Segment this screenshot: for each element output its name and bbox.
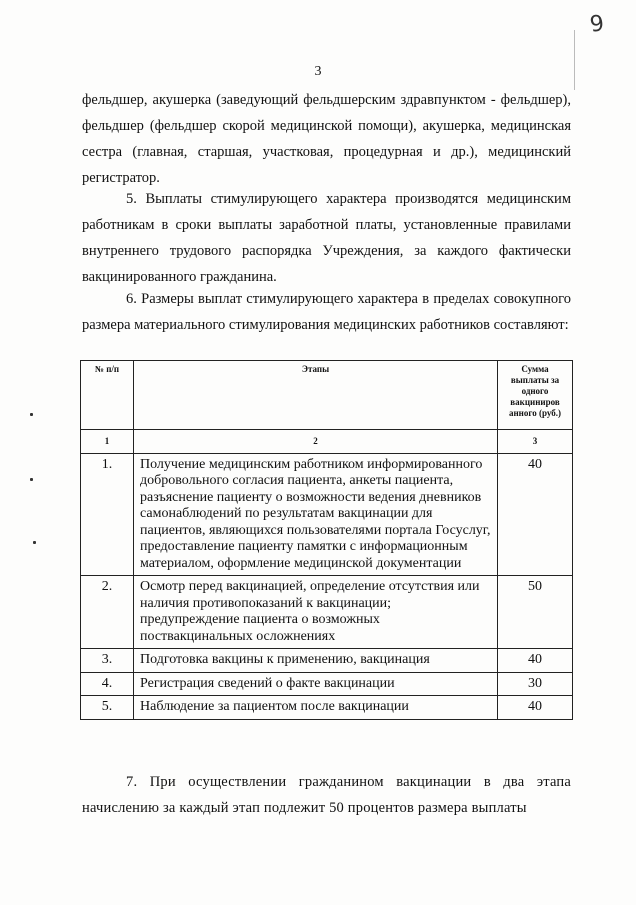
table-row (81, 576, 573, 649)
row-number: 1. (81, 453, 134, 576)
row-number: 3. (81, 649, 134, 673)
row-stage: Наблюдение за пациентом после вакцинации (134, 696, 498, 720)
scan-edge-line (574, 30, 575, 90)
header-stages: Этапы (134, 361, 498, 430)
column-number: 3 (498, 430, 573, 454)
table-row (81, 649, 573, 673)
page-number: 3 (314, 64, 322, 79)
table-header-row (81, 361, 573, 430)
scan-mark (30, 478, 33, 481)
column-number: 1 (81, 430, 134, 454)
row-stage: Осмотр перед вакцинацией, определение отсутствия или наличия противопоказаний к вакцинации; предупреждение пациента о возможных поствакцинальных осложнениях (134, 576, 498, 649)
handwritten-page-number: 9 (588, 11, 606, 38)
row-sum: 40 (498, 649, 573, 673)
row-sum: 30 (498, 672, 573, 696)
scan-mark (33, 541, 36, 544)
row-sum: 40 (498, 696, 573, 720)
scan-mark (30, 413, 33, 416)
paragraph-7: 7. При осуществлении гражданином вакцинации в два этапа начислению за каждый этап подлежит 50 процентов размера выплаты (82, 774, 571, 816)
column-number: 2 (134, 430, 498, 454)
paragraph-6: 6. Размеры выплат стимулирующего характера в пределах совокупного размера материального стимулирования медицинских работников составляют: (82, 291, 571, 333)
column-numbers-row (81, 430, 573, 454)
row-stage: Подготовка вакцины к применению, вакцинация (134, 649, 498, 673)
row-sum: 50 (498, 576, 573, 649)
row-sum: 40 (498, 453, 573, 576)
paragraph-staff-list: фельдшер, акушерка (заведующий фельдшерским здравпунктом - фельдшер), фельдшер (фельдшер скорой медицинской помощи), акушерка, медицинская сестра (главная, старшая, участковая, процедурная и др.), медицинский регистратор. (82, 92, 571, 186)
table-row (81, 672, 573, 696)
header-sum: Сумма выплаты за одного вакциниров анного (руб.) (498, 361, 573, 430)
row-number: 5. (81, 696, 134, 720)
row-number: 4. (81, 672, 134, 696)
table-row (81, 453, 573, 576)
row-stage: Регистрация сведений о факте вакцинации (134, 672, 498, 696)
row-number: 2. (81, 576, 134, 649)
row-stage: Получение медицинским работником информированного добровольного согласия пациента, анкеты пациента, разъяснение пациенту о возможности ведения дневников самонаблюдений по результатам вакцинации для пациентов, являющихся пользователями портала Госуслуг, предоставление пациенту памятки с информационным материалом, оформление медицинской документации (134, 453, 498, 576)
payments-table (80, 360, 573, 720)
header-num: № п/п (81, 361, 134, 430)
paragraph-5: 5. Выплаты стимулирующего характера производятся медицинским работникам в сроки выплаты заработной платы, установленные правилами внутреннего трудового распорядка Учреждения, за каждого фактически вакцинированного гражданина. (82, 191, 571, 285)
table-row (81, 696, 573, 720)
